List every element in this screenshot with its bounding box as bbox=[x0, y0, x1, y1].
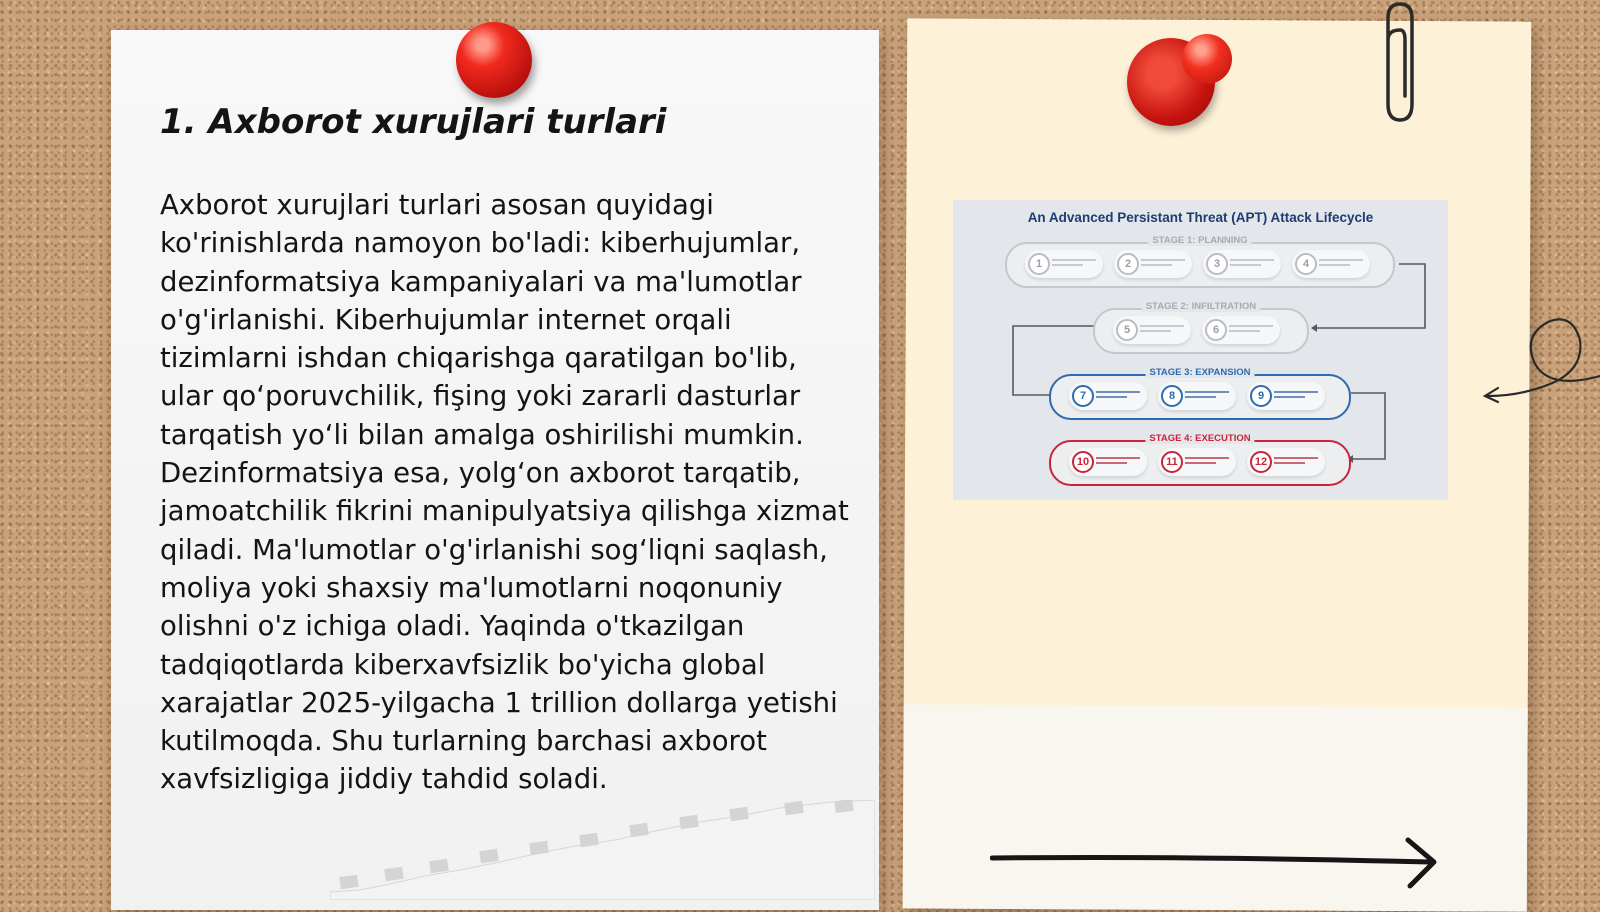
step-pill bbox=[1158, 382, 1236, 410]
apt-lifecycle-infographic bbox=[953, 200, 1448, 500]
step-pill bbox=[1292, 250, 1370, 278]
stage-2-infiltration bbox=[1093, 301, 1309, 354]
stage-3-expansion bbox=[1049, 367, 1351, 420]
stage-label: STAGE 2: INFILTRATION bbox=[1142, 301, 1260, 312]
scribble-arrow-icon bbox=[1480, 314, 1600, 406]
step-number: 11 bbox=[1161, 451, 1183, 473]
step-number: 1 bbox=[1028, 253, 1050, 275]
step-pill bbox=[1202, 316, 1280, 344]
step-number: 7 bbox=[1072, 385, 1094, 407]
step-pill bbox=[1113, 316, 1191, 344]
stage-label: STAGE 3: EXPANSION bbox=[1146, 367, 1255, 378]
infographic-title: An Advanced Persistant Threat (APT) Attack Lifecycle bbox=[1027, 210, 1374, 225]
step-pill bbox=[1158, 448, 1236, 476]
step-pill bbox=[1247, 448, 1325, 476]
arrow-right-icon bbox=[990, 836, 1450, 892]
step-number: 6 bbox=[1205, 319, 1227, 341]
stage-1-planning bbox=[1005, 235, 1395, 288]
red-pushpin-head-icon bbox=[1182, 34, 1232, 84]
torn-paper-strip-icon bbox=[330, 800, 875, 900]
stage-label: STAGE 1: PLANNING bbox=[1148, 235, 1251, 246]
step-number: 4 bbox=[1295, 253, 1317, 275]
step-number: 3 bbox=[1206, 253, 1228, 275]
step-pill bbox=[1025, 250, 1103, 278]
step-pill bbox=[1203, 250, 1281, 278]
step-pill bbox=[1247, 382, 1325, 410]
step-number: 10 bbox=[1072, 451, 1094, 473]
step-number: 8 bbox=[1161, 385, 1183, 407]
step-pill bbox=[1069, 448, 1147, 476]
body-paragraph: Axborot xurujlari turlari asosan quyidagi ko'rinishlarda namoyon bo'ladi: kiberhujumlar, dezinformatsiya kampaniyalari va ma'lumotlar o'g'irlanishi. Kiberhujumlar internet orqali tizimlarni ishdan chiqarishga qaratilgan bo'lib, ular qo‘poruvchilik, fişing yoki zararli dasturlar tarqatish yo‘li bilan amalga oshirilishi mumkin. Dezinformatsiya esa, yolg‘on axborot tarqatib, jamoatchilik fikrini manipulyatsiya qilishga xizmat qiladi. Ma'lumotlar o'g'irlanishi sog‘liqni saqlash, moliya yoki shaxsiy ma'lumotlarni noqonuniy olishni o'z ichiga oladi. Yaqinda o'tkazilgan tadqiqotlarda kiberxavfsizlik bo'yicha global xarajatlar 2025-yilgacha 1 trillion dollarga yetishi kutilmoqda. Shu turlarning barchasi axborot xavfsizligiga jiddiy tahdid soladi. bbox=[160, 189, 849, 796]
section-title: 1. Axborot xurujlari turlari bbox=[160, 102, 667, 142]
step-number: 5 bbox=[1116, 319, 1138, 341]
step-pill bbox=[1114, 250, 1192, 278]
step-number: 9 bbox=[1250, 385, 1272, 407]
step-number: 2 bbox=[1117, 253, 1139, 275]
step-number: 12 bbox=[1250, 451, 1272, 473]
stage-4-execution bbox=[1049, 433, 1351, 486]
red-pushpin-icon bbox=[456, 22, 532, 98]
stage-label: STAGE 4: EXECUTION bbox=[1145, 433, 1254, 444]
paperclip-icon bbox=[1378, 0, 1422, 126]
step-pill bbox=[1069, 382, 1147, 410]
